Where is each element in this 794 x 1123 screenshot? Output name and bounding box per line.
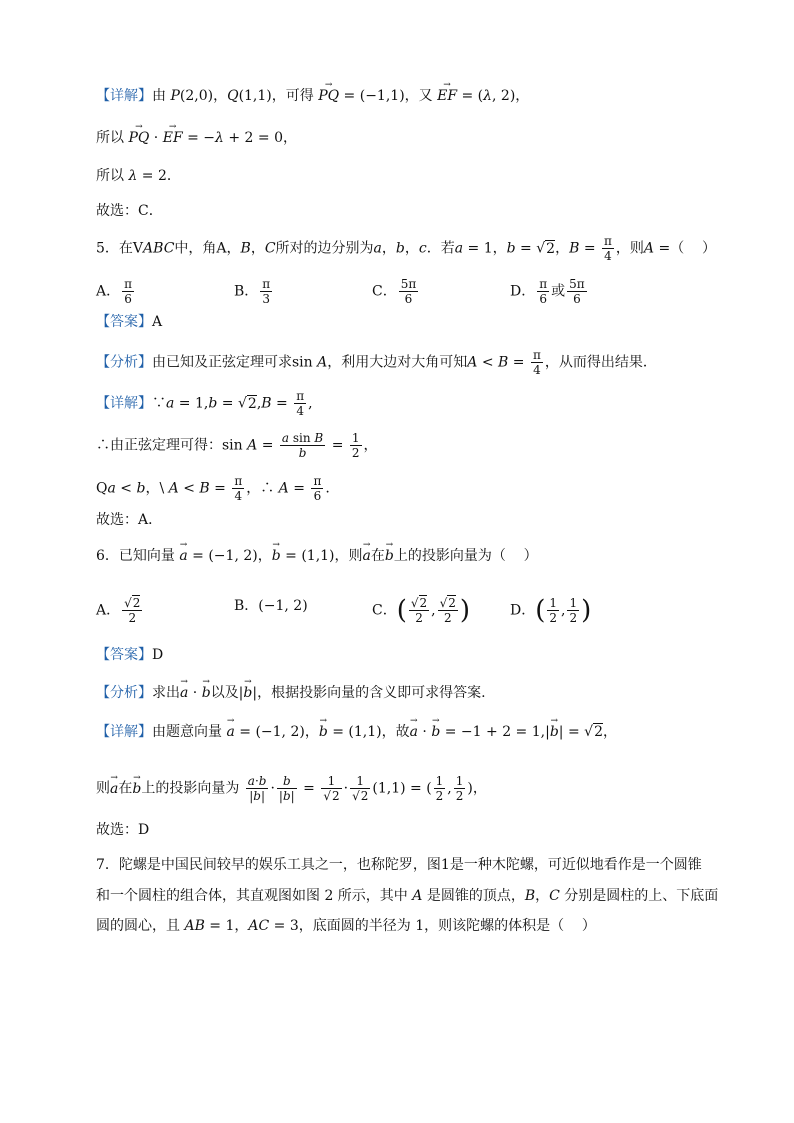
q6-option-b[interactable]: B．(−1, 2) — [234, 598, 308, 614]
detail-tag: 【详解】 — [96, 724, 152, 740]
analysis-tag: 【分析】 — [96, 354, 152, 371]
answer-6: 【答案】D — [96, 647, 164, 663]
answer-tag: 【答案】 — [96, 647, 152, 663]
q5-option-d[interactable]: D． $\frac{\pi}{6}$ 或 $\frac{5\pi}{6}$ — [510, 277, 585, 306]
q5-option-b[interactable]: B． $\frac{\pi}{3}$ — [234, 277, 271, 306]
solution-line-3: 所以 λ = 2． — [96, 168, 181, 184]
solution-line-2: 所以 → PQ · → EF = −λ + 2 = 0， — [96, 128, 297, 148]
answer-tag: 【答案】 — [96, 314, 152, 330]
detail-tag: 【详解】 — [96, 88, 152, 104]
analysis-6: 【分析】求出→ a · → b以及|→ b|，根据投影向量的含义即可求得答案. — [96, 683, 486, 703]
analysis-tag: 【分析】 — [96, 685, 152, 701]
detail-6-line-3: 故选：D — [96, 822, 150, 838]
question-5: 5．在VABC中，角A，B，C所对的边分别为a，b，c．若a = 1，b = √2，B = $\frac{\pi}{4}$ ，则A =（ ） — [96, 234, 717, 263]
question-7-line-3: 圆的圆心，且 AB = 1，AC = 3，底面圆的半径为 1，则该陀螺的体积是（ ） — [96, 918, 596, 934]
question-6: 6．已知向量 → a = (−1, 2)，→ b = (1,1)，则→ a在→ b上的投影向量为（ ） — [96, 546, 538, 566]
detail-6-line-1: 【详解】由题意向量 → a = (−1, 2)，→ b = (1,1)，故→ a · → b = −1 + 2 = 1,|→ b| = √2， — [96, 722, 617, 742]
question-7-line-1: 7．陀螺是中国民间较早的娱乐工具之一，也称陀罗，图1是一种木陀螺，可近似地看作是一个圆锥 — [96, 857, 702, 873]
detail-tag: 【详解】 — [96, 395, 152, 412]
q5-option-c[interactable]: C． $\frac{5\pi}{6}$ — [372, 277, 417, 306]
solution-line-1: 【详解】由 P(2,0)，Q(1,1)，可得 → PQ = (−1,1)，又 → EF = (λ, 2)， — [96, 86, 529, 106]
question-7-line-2: 和一个圆柱的组合体，其直观图如图 2 所示，其中 A 是圆锥的顶点，B，C 分别是圆柱的上、下底面 — [96, 888, 719, 904]
q6-option-c[interactable]: C．( $\frac{√2}{2}$ , $\frac{√2}{2}$ ) — [372, 595, 471, 626]
detail-5-line-3: Qa < b，\ A < B = $\frac{\pi}{4}$ ，∴ A = $\frac{\pi}{6}$ . — [96, 474, 330, 503]
detail-6-line-2: 则→ a在→ b上的投影向量为 $\frac{a\cdot b}{|b|}$ · $\frac{b}{|b|}$ = $\frac{1}{√2}$ · $\frac{1}{√2}$ (1,1) = ( $\frac{1}{2}$ , $\frac{1}{2}$ )， — [96, 774, 487, 803]
q6-option-d[interactable]: D．( $\frac{1}{2}$ , $\frac{1}{2}$ ) — [510, 595, 592, 626]
answer-5: 【答案】A — [96, 314, 163, 330]
solution-line-4: 故选：C． — [96, 203, 163, 219]
q6-option-a[interactable]: A． $\frac{√2}{2}$ — [96, 596, 141, 625]
q5-option-a[interactable]: A． $\frac{\pi}{6}$ — [96, 277, 133, 306]
detail-5-line-2: ∴由正弦定理可得：sin A = $\frac{\text{a sin B}}{b}$ = $\frac{1}{2}$ ， — [96, 431, 378, 460]
detail-5-line-1: 【详解】∵a = 1,b = √2,B = $\frac{\pi}{4}$ , — [96, 389, 313, 418]
detail-5-line-4: 故选：A． — [96, 512, 163, 528]
analysis-5: 【分析】由已知及正弦定理可求sin A，利用大边对大角可知A < B = $\frac{\pi}{4}$ ，从而得出结果． — [96, 348, 657, 377]
